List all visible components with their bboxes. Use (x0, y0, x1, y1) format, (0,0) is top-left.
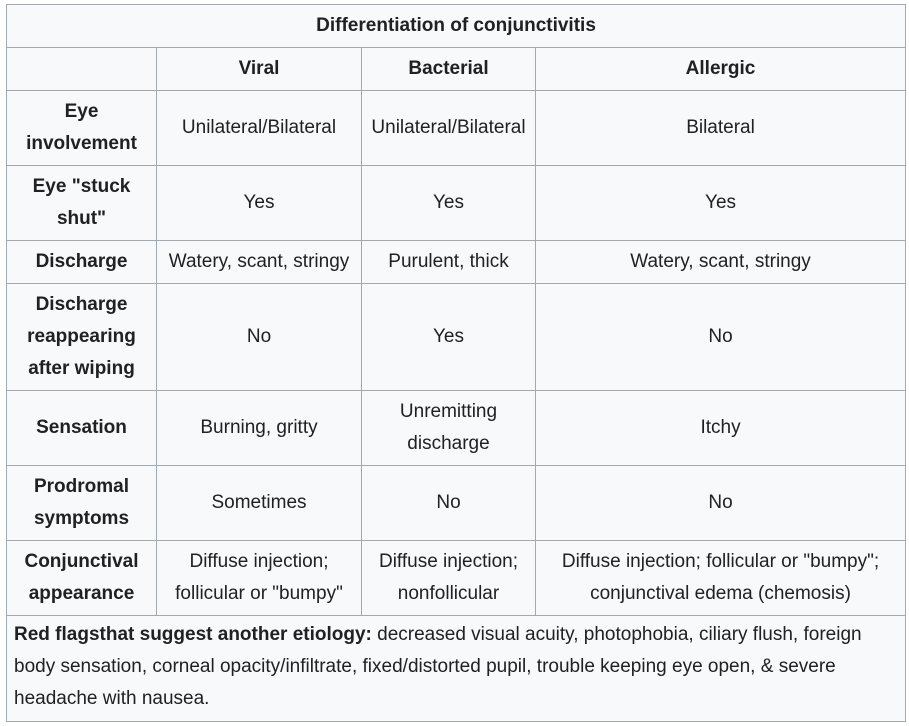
cell-viral: Yes (157, 166, 362, 241)
cell-viral: Diffuse injection; follicular or "bumpy" (157, 541, 362, 616)
table-row (7, 391, 906, 466)
cell-allergic: Diffuse injection; follicular or "bumpy"; conjunctival edema (chemosis) (536, 541, 906, 616)
row-label-discharge: Discharge (7, 241, 157, 284)
red-flags-label: Red flagsthat suggest another etiology: (14, 624, 372, 645)
cell-bacterial: Yes (362, 284, 536, 391)
header-corner (7, 48, 157, 91)
header-viral: Viral (157, 48, 362, 91)
cell-allergic: Bilateral (536, 91, 906, 166)
conjunctivitis-table (6, 4, 906, 722)
cell-bacterial: Diffuse injection; nonfollicular (362, 541, 536, 616)
red-flags-note (7, 616, 906, 722)
cell-allergic: Yes (536, 166, 906, 241)
table-row (7, 541, 906, 616)
row-label-eye-involvement: Eye involvement (7, 91, 157, 166)
cell-allergic: No (536, 284, 906, 391)
table-title: Differentiation of conjunctivitis (7, 5, 906, 48)
table-row (7, 91, 906, 166)
row-label-conjunctival-appearance: Conjunctival appearance (7, 541, 157, 616)
cell-allergic: Itchy (536, 391, 906, 466)
header-bacterial: Bacterial (362, 48, 536, 91)
cell-bacterial: Unremitting discharge (362, 391, 536, 466)
cell-bacterial: Purulent, thick (362, 241, 536, 284)
table-row (7, 241, 906, 284)
row-label-eye-stuck-shut: Eye "stuck shut" (7, 166, 157, 241)
cell-bacterial: No (362, 466, 536, 541)
cell-bacterial: Yes (362, 166, 536, 241)
cell-viral: Burning, gritty (157, 391, 362, 466)
header-row (7, 48, 906, 91)
table-row (7, 284, 906, 391)
row-label-prodromal-symptoms: Prodromal symptoms (7, 466, 157, 541)
row-label-discharge-reappearing: Discharge reappearing after wiping (7, 284, 157, 391)
cell-allergic: No (536, 466, 906, 541)
title-row (7, 5, 906, 48)
cell-viral: Watery, scant, stringy (157, 241, 362, 284)
cell-allergic: Watery, scant, stringy (536, 241, 906, 284)
cell-viral: No (157, 284, 362, 391)
cell-viral: Sometimes (157, 466, 362, 541)
table-row (7, 166, 906, 241)
table-row (7, 466, 906, 541)
header-allergic: Allergic (536, 48, 906, 91)
row-label-sensation: Sensation (7, 391, 157, 466)
cell-viral: Unilateral/Bilateral (157, 91, 362, 166)
cell-bacterial: Unilateral/Bilateral (362, 91, 536, 166)
footnote-row (7, 616, 906, 722)
red-flags-text: decreased visual acuity, photophobia, ciliary flush, foreign body sensation, corneal opacity/infiltrate, fixed/distorted pupil, trouble keeping eye open, & severe headache with nausea. (14, 624, 862, 709)
